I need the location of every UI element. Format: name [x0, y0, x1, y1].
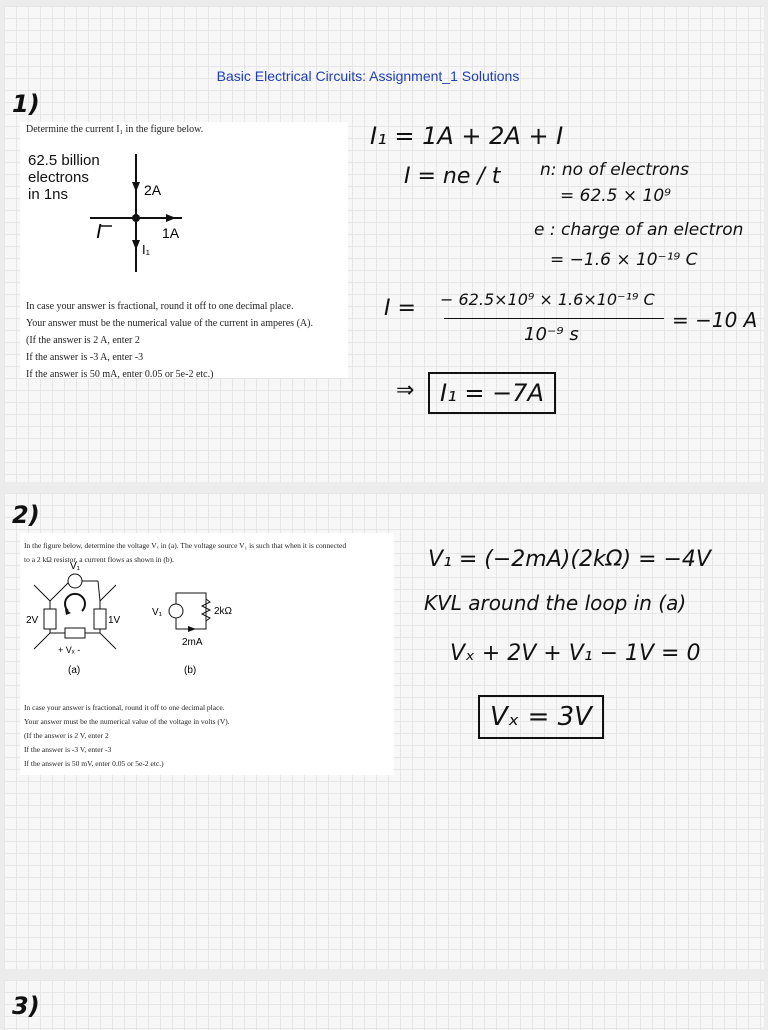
- instruction-line: (If the answer is 2 V, enter 2: [24, 731, 109, 740]
- page-1: [4, 6, 764, 482]
- question-3-number: 3): [12, 992, 40, 1020]
- instruction-line: If the answer is -3 V, enter -3: [24, 745, 112, 754]
- label-v1: V₁: [70, 561, 81, 572]
- arrow-i1-icon: [132, 240, 140, 250]
- document-title: Basic Electrical Circuits: Assignment_1 Solutions: [216, 68, 520, 84]
- label-2v: 2V: [26, 615, 39, 626]
- solution-1-line3-lhs: I =: [384, 296, 416, 321]
- label-i1: I₁: [142, 242, 150, 257]
- caption-line: 62.5 billion: [28, 152, 100, 169]
- instruction-line: (If the answer is 2 A, enter 2: [26, 335, 140, 346]
- caption-line: electrons: [28, 169, 89, 186]
- caption-line: in 1ns: [28, 186, 69, 203]
- source-v1-icon: [68, 574, 82, 588]
- resistor-icon: [65, 628, 85, 638]
- circuit-b: [152, 593, 233, 676]
- solution-1-note-e-value: = −1.6 × 10⁻¹⁹ C: [550, 250, 698, 270]
- instruction-line: In case your answer is fractional, round it off to one decimal place.: [26, 301, 294, 312]
- solution-1-note-n-value: = 62.5 × 10⁹: [560, 186, 671, 206]
- solution-1-note-e: e : charge of an electron: [534, 220, 744, 240]
- fraction-bar: [444, 318, 664, 319]
- instruction-line: If the answer is 50 mA, enter 0.05 or 5e-2 etc.): [26, 369, 214, 380]
- arrow-1a-icon: [166, 214, 176, 222]
- page-2: [4, 493, 764, 969]
- question-2-panel: [20, 533, 394, 775]
- solution-1-line3-result: = −10 A: [672, 308, 758, 332]
- page-3: [4, 980, 764, 1030]
- solution-1-note-n: n: no of electrons: [540, 160, 689, 180]
- loop-arrow-icon: [65, 594, 85, 611]
- label-i-handwritten: I: [96, 221, 102, 243]
- source-2v-icon: [44, 609, 56, 629]
- instruction-line: If the answer is -3 A, enter -3: [26, 352, 144, 363]
- label-2k: 2kΩ: [214, 606, 233, 617]
- question-2-instructions: [24, 701, 230, 771]
- source-1v-icon: [94, 609, 106, 629]
- solution-1-line1: I₁ = 1A + 2A + I: [370, 122, 564, 150]
- source-v1b-icon: [169, 604, 183, 618]
- solution-1-line3-denominator: 10⁻⁹ s: [524, 324, 579, 345]
- solution-1-line3-numerator: − 62.5×10⁹ × 1.6×10⁻¹⁹ C: [440, 290, 655, 309]
- circuit-a: [26, 561, 121, 676]
- label-2a: 2A: [144, 182, 162, 198]
- question-1-instructions: [26, 298, 313, 383]
- label-2ma: 2mA: [182, 637, 203, 648]
- solution-2-line3: Vₓ + 2V + V₁ − 1V = 0: [450, 641, 701, 666]
- question-1-panel: [20, 122, 348, 378]
- label-1v: 1V: [108, 615, 121, 626]
- label-vx: + Vₓ -: [58, 645, 81, 655]
- solution-1-final-answer: I₁ = −7A: [428, 372, 556, 414]
- instruction-line: In case your answer is fractional, round it off to one decimal place.: [24, 703, 225, 712]
- question-1-heading: Determine the current I₁ in the figure below.: [26, 124, 204, 135]
- figure-2-circuits: [20, 561, 394, 691]
- instruction-line: Your answer must be the numerical value of the voltage in volts (V).: [24, 717, 230, 726]
- label-a: (a): [68, 665, 81, 676]
- arrow-2a-icon: [132, 182, 140, 192]
- label-1a: 1A: [162, 225, 180, 241]
- solution-2-final-answer: Vₓ = 3V: [478, 695, 604, 739]
- question-2-number: 2): [12, 501, 40, 529]
- instruction-line: If the answer is 50 mV, enter 0.05 or 5e-2 etc.): [24, 759, 164, 768]
- node-dot: [132, 214, 140, 222]
- label-v1b: V₁: [152, 607, 163, 618]
- solution-2-line1: V₁ = (−2mA)(2kΩ) = −4V: [428, 547, 711, 572]
- implies-arrow-icon: ⇒: [396, 378, 415, 403]
- solution-2-line2: KVL around the loop in (a): [424, 591, 687, 615]
- question-1-number: 1): [12, 90, 40, 118]
- question-line: to a 2 kΩ resistor, a current flows as shown in (b).: [24, 555, 175, 564]
- figure-1-node-diagram: [20, 122, 348, 292]
- label-b: (b): [184, 665, 197, 676]
- arrow-2ma-icon: [188, 626, 196, 632]
- question-line: In the figure below, determine the voltage Vₓ in (a). The voltage source V₁ is such that when it is connected: [24, 541, 347, 550]
- instruction-line: Your answer must be the numerical value of the current in amperes (A).: [26, 318, 313, 329]
- solution-1-line2: I = ne / t: [404, 164, 501, 189]
